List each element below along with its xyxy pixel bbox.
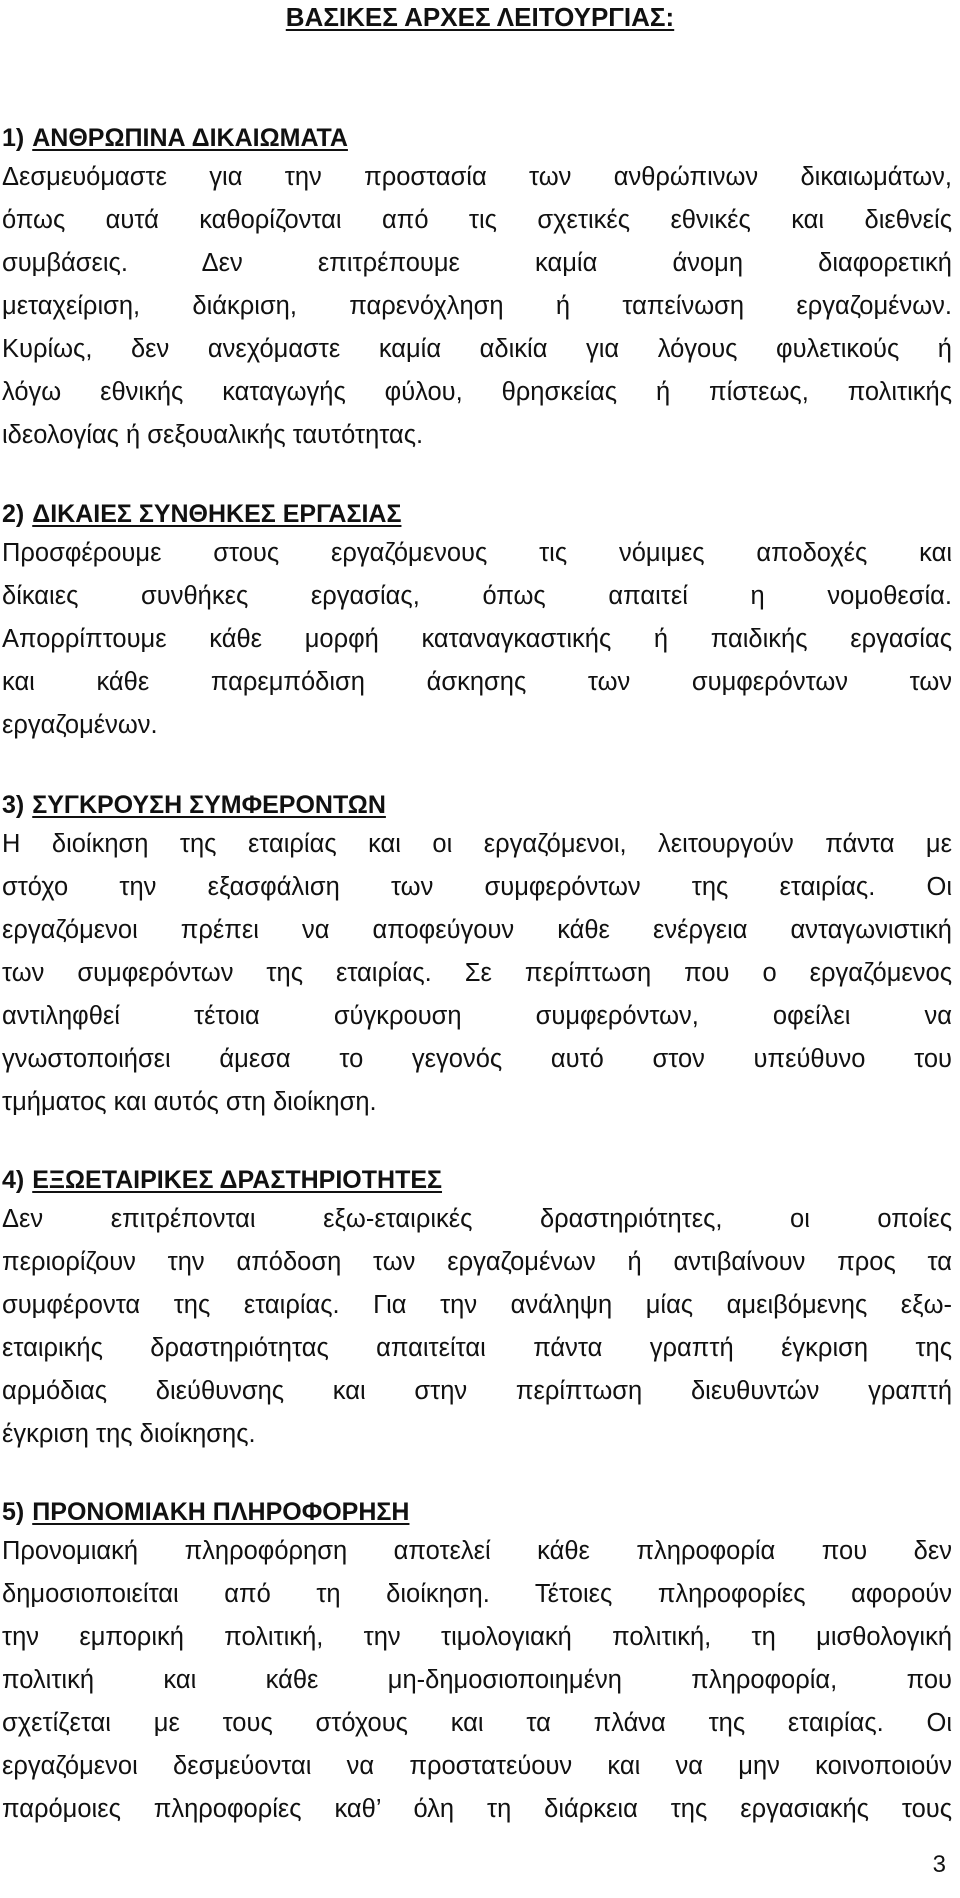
paragraph-line: όπως αυτά καθορίζονται από τις σχετικές εθνικές και διεθνείς — [2, 206, 952, 234]
paragraph-line: σχετίζεται με τους στόχους και τα πλάνα της εταιρίας. Οι — [2, 1709, 952, 1737]
paragraph-line: δημοσιοποιείται από τη διοίκηση. Τέτοιες πληροφορίες αφορούν — [2, 1580, 952, 1608]
section-title: ΕΞΩΕΤΑΙΡΙΚΕΣ ΔΡΑΣΤΗΡΙΟΤΗΤΕΣ — [32, 1166, 443, 1194]
section-number: 2) — [2, 500, 25, 528]
paragraph-line: παρόμοιες πληροφορίες καθ’ όλη τη διάρκεια της εργασιακής τους — [2, 1795, 952, 1823]
paragraph-line: Προσφέρουμε στους εργαζόμενους τις νόμιμες αποδοχές και — [2, 539, 952, 567]
paragraph-line: μεταχείριση, διάκριση, παρενόχληση ή ταπείνωση εργαζομένων. — [2, 292, 952, 320]
paragraph-line: Δεσμευόμαστε για την προστασία των ανθρώπινων δικαιωμάτων, — [2, 163, 952, 191]
paragraph-line: λόγω εθνικής καταγωγής φύλου, θρησκείας ή πίστεως, πολιτικής — [2, 378, 952, 406]
section-number: 4) — [2, 1166, 25, 1194]
paragraph-line: Δεν επιτρέπονται εξω-εταιρικές δραστηριότητες, οι οποίες — [2, 1205, 952, 1233]
section-number: 1) — [2, 124, 25, 152]
paragraph-line: την εμπορική πολιτική, την τιμολογιακή πολιτική, τη μισθολογική — [2, 1623, 952, 1651]
section-heading — [2, 496, 952, 532]
paragraph-line: συμφέροντα της εταιρίας. Για την ανάληψη μίας αμειβόμενης εξω- — [2, 1291, 952, 1319]
paragraph-line: και κάθε παρεμπόδιση άσκησης των συμφερόντων των — [2, 668, 952, 696]
section-paragraph — [2, 1530, 952, 1831]
paragraph-line: των συμφερόντων της εταιρίας. Σε περίπτωση που ο εργαζόμενος — [2, 959, 952, 987]
section-title: ΔΙΚΑΙΕΣ ΣΥΝΘΗΚΕΣ ΕΡΓΑΣΙΑΣ — [32, 500, 402, 528]
document-title: ΒΑΣΙΚΕΣ ΑΡΧΕΣ ΛΕΙΤΟΥΡΓΙΑΣ: — [285, 2, 675, 32]
section-title: ΠΡΟΝΟΜΙΑΚΗ ΠΛΗΡΟΦΟΡΗΣΗ — [32, 1498, 410, 1526]
section-paragraph — [2, 532, 952, 747]
section-heading — [2, 1162, 952, 1198]
paragraph-line: εργαζόμενοι πρέπει να αποφεύγουν κάθε ενέργεια ανταγωνιστική — [2, 916, 952, 944]
paragraph-line: τμήματος και αυτός στη διοίκηση. — [2, 1088, 377, 1116]
paragraph-line: εργαζομένων. — [2, 711, 158, 739]
section-fair-working-conditions — [2, 496, 952, 747]
paragraph-line: πολιτική και κάθε μη-δημοσιοποιημένη πληροφορία, που — [2, 1666, 952, 1694]
paragraph-line: συμβάσεις. Δεν επιτρέπουμε καμία άνομη διαφορετική — [2, 249, 952, 277]
paragraph-line: Κυρίως, δεν ανεχόμαστε καμία αδικία για λόγους φυλετικούς ή — [2, 335, 952, 363]
section-human-rights — [2, 120, 952, 457]
section-paragraph — [2, 1198, 952, 1456]
section-number: 3) — [2, 791, 25, 819]
section-heading — [2, 120, 952, 156]
paragraph-line: εταιρικής δραστηριότητας απαιτείται πάντα γραπτή έγκριση της — [2, 1334, 952, 1362]
paragraph-line: αντιληφθεί τέτοια σύγκρουση συμφερόντων, οφείλει να — [2, 1002, 952, 1030]
paragraph-line: Προνομιακή πληροφόρηση αποτελεί κάθε πληροφορία που δεν — [2, 1537, 952, 1565]
section-external-activities — [2, 1162, 952, 1456]
section-heading — [2, 1494, 952, 1530]
paragraph-line: στόχο την εξασφάλιση των συμφερόντων της εταιρίας. Οι — [2, 873, 952, 901]
paragraph-line: έγκριση της διοίκησης. — [2, 1420, 256, 1448]
paragraph-line: Η διοίκηση της εταιρίας και οι εργαζόμενοι, λειτουργούν πάντα με — [2, 830, 952, 858]
section-privileged-information — [2, 1494, 952, 1831]
paragraph-line: δίκαιες συνθήκες εργασίας, όπως απαιτεί η νομοθεσία. — [2, 582, 952, 610]
section-paragraph — [2, 823, 952, 1124]
page-number: 3 — [932, 1851, 946, 1878]
section-title: ΣΥΓΚΡΟΥΣΗ ΣΥΜΦΕΡΟΝΤΩΝ — [32, 791, 386, 819]
paragraph-line: Απορρίπτουμε κάθε μορφή καταναγκαστικής ή παιδικής εργασίας — [2, 625, 952, 653]
paragraph-line: αρμόδιας διεύθυνσης και στην περίπτωση διευθυντών γραπτή — [2, 1377, 952, 1405]
section-heading — [2, 787, 952, 823]
paragraph-line: ιδεολογίας ή σεξουαλικής ταυτότητας. — [2, 421, 424, 449]
paragraph-line: γνωστοποιήσει άμεσα το γεγονός αυτό στον υπεύθυνο του — [2, 1045, 952, 1073]
section-conflict-of-interest — [2, 787, 952, 1124]
section-paragraph — [2, 156, 952, 457]
paragraph-line: εργαζόμενοι δεσμεύονται να προστατεύουν και να μην κοινοποιούν — [2, 1752, 952, 1780]
section-number: 5) — [2, 1498, 25, 1526]
section-title: ΑΝΘΡΩΠΙΝΑ ΔΙΚΑΙΩΜΑΤΑ — [32, 124, 348, 152]
paragraph-line: περιορίζουν την απόδοση των εργαζομένων ή αντιβαίνουν προς τα — [2, 1248, 952, 1276]
